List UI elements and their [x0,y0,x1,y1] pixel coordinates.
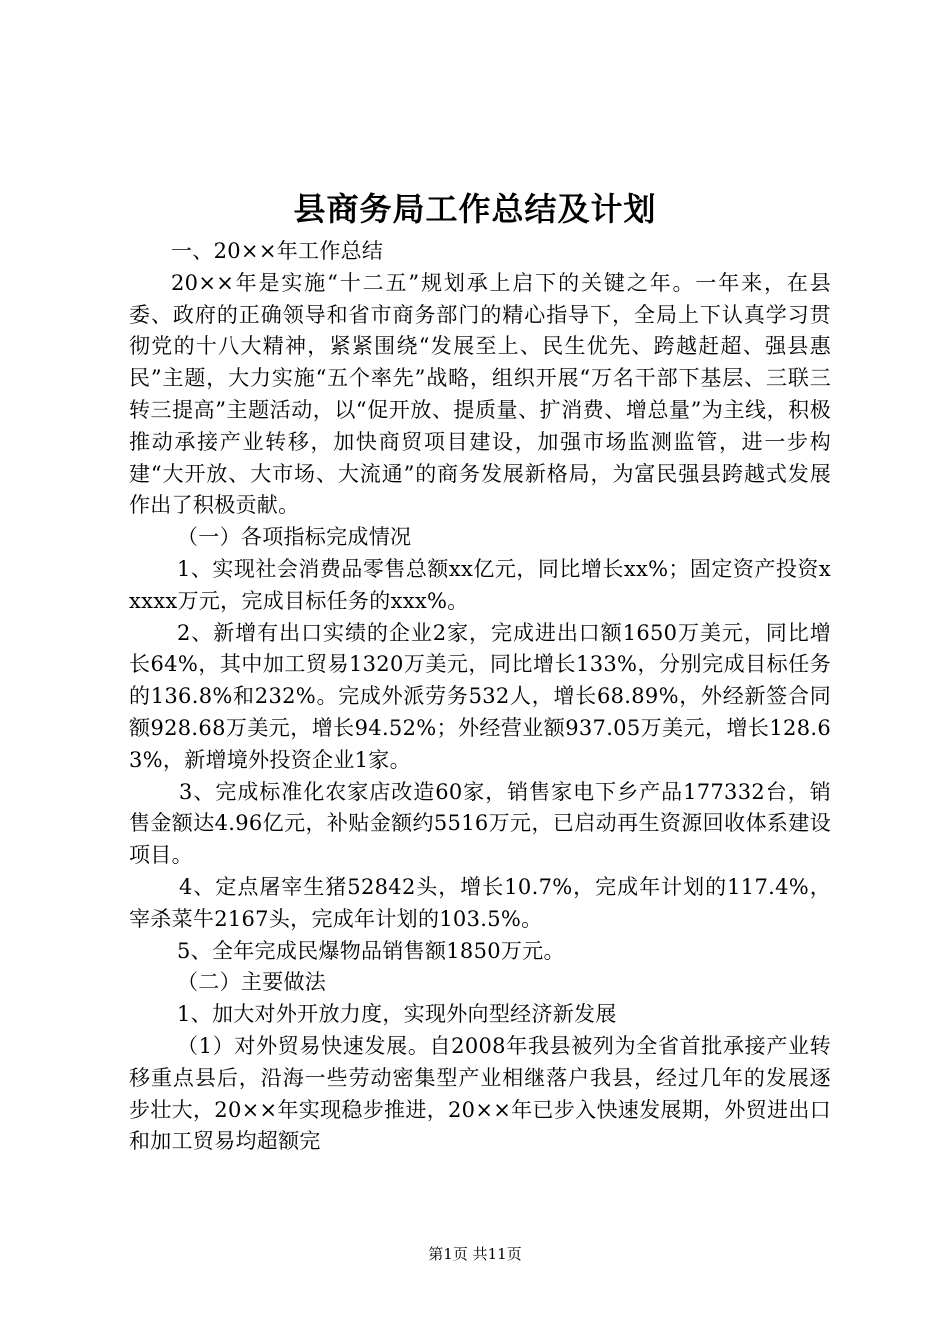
indicator-item-4: 4、定点屠宰生猪52842头，增长10.7%，完成年计划的117.4%，宰杀菜牛2167头，完成年计划的103.5%。 [129,874,831,931]
section-heading-summary: 一、20××年工作总结 [171,239,384,263]
indicator-item-1: 1、实现社会消费品零售总额xx亿元，同比增长xx%；固定资产投资xxxxx万元，完成目标任务的xxx%。 [129,556,831,613]
subsection-heading-methods: （二）主要做法 [177,970,327,995]
intro-paragraph: 20××年是实施“十二五”规划承上启下的关键之年。一年来，在县委、政府的正确领导和省市商务部门的精心指导下，全局上下认真学习贯彻党的十八大精神，紧紧围绕“发展至上、民生优先、跨越赶超、强县惠民”主题，大力实施“五个率先”战略，组织开展“万名干部下基层、三联三转三提高”主题活动，以“促开放、提质量、扩消费、增总量”为主线，积极推动承接产业转移，加快商贸项目建设，加强市场监测监管，进一步构建“大开放、大市场、大流通”的商务发展新格局，为富民强县跨越式发展作出了积极贡献。 [129,270,831,518]
page-footer: 第1页 共11页 [428,1245,522,1263]
method-paragraph-1: （1）对外贸易快速发展。自2008年我县被列为全省首批承接产业转移重点县后，沿海一些劳动密集型产业相继落户我县，经过几年的发展逐步壮大，20××年实现稳步推进，20××年已步入快速发展期，外贸进出口和加工贸易均超额完 [129,1033,831,1154]
indicator-item-5: 5、全年完成民爆物品销售额1850万元。 [177,938,565,963]
document-title: 县商务局工作总结及计划 [293,190,657,228]
subsection-heading-indicators: （一）各项指标完成情况 [177,525,412,550]
indicator-item-3: 3、完成标准化农家店改造60家，销售家电下乡产品177332台，销售金额达4.96亿元，补贴金额约5516万元，已启动再生资源回收体系建设项目。 [129,779,831,868]
document-body [129,236,831,1158]
method-heading-1: 1、加大对外开放力度，实现外向型经济新发展 [177,1002,617,1027]
indicator-item-2: 2、新增有出口实绩的企业2家，完成进出口额1650万美元，同比增长64%，其中加工贸易1320万美元，同比增长133%，分别完成目标任务的136.8%和232%。完成外派劳务532人，增长68.89%，外经新签合同额928.68万美元，增长94.52%；外经营业额937.05万美元，增长128.63%，新增境外投资企业1家。 [129,620,831,772]
